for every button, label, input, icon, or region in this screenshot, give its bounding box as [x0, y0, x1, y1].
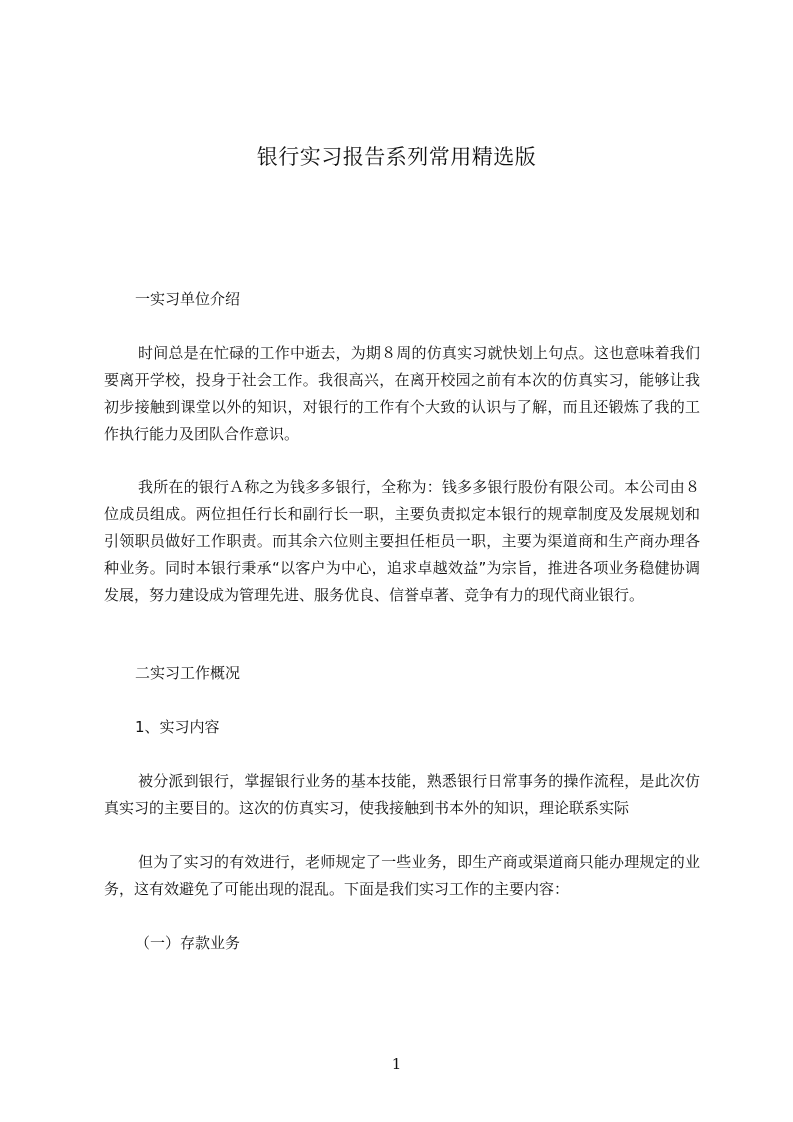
- paragraph-internship-intro: 时间总是在忙碌的工作中逝去，为期８周的仿真实习就快划上句点。这也意味着我们要离开学校，投身于社会工作。我很高兴，在离开校园之前有本次的仿真实习，能够让我初步接触到课堂以外的知识，对银行的工作有个大致的认识与了解，而且还锻炼了我的工作执行能力及团队合作意识。: [104, 344, 700, 443]
- section-heading-work-overview: 二实习工作概况: [135, 664, 241, 682]
- subsection-heading-content: 1、实习内容: [135, 718, 220, 736]
- subsection-heading-deposit: （一）存款业务: [135, 934, 241, 952]
- paragraph-internship-purpose: 被分派到银行，掌握银行业务的基本技能，熟悉银行日常事务的操作流程，是此次仿真实习的主要目的。这次的仿真实习，使我接触到书本外的知识，理论联系实际: [104, 772, 700, 817]
- paragraph-bank-description: 我所在的银行Ａ称之为钱多多银行，全称为：钱多多银行股份有限公司。本公司由８位成员组成。两位担任行长和副行长一职，主要负责拟定本银行的规章制度及发展规划和引领职员做好工作职责。而其余六位则主要担任柜员一职，主要为渠道商和生产商办理各种业务。同时本银行秉承“以客户为中心，追求卓越效益”为宗旨，推进各项业务稳健协调发展，努力建设成为管理先进、服务优良、信誉卓著、竞争有力的现代商业银行。: [104, 478, 700, 604]
- document-title: 银行实习报告系列常用精选版: [256, 145, 537, 169]
- section-heading-unit-intro: 一实习单位介绍: [135, 290, 241, 308]
- page-number: 1: [391, 1055, 402, 1073]
- paragraph-business-rules: 但为了实习的有效进行，老师规定了一些业务，即生产商或渠道商只能办理规定的业务，这有效避免了可能出现的混乱。下面是我们实习工作的主要内容：: [104, 853, 700, 898]
